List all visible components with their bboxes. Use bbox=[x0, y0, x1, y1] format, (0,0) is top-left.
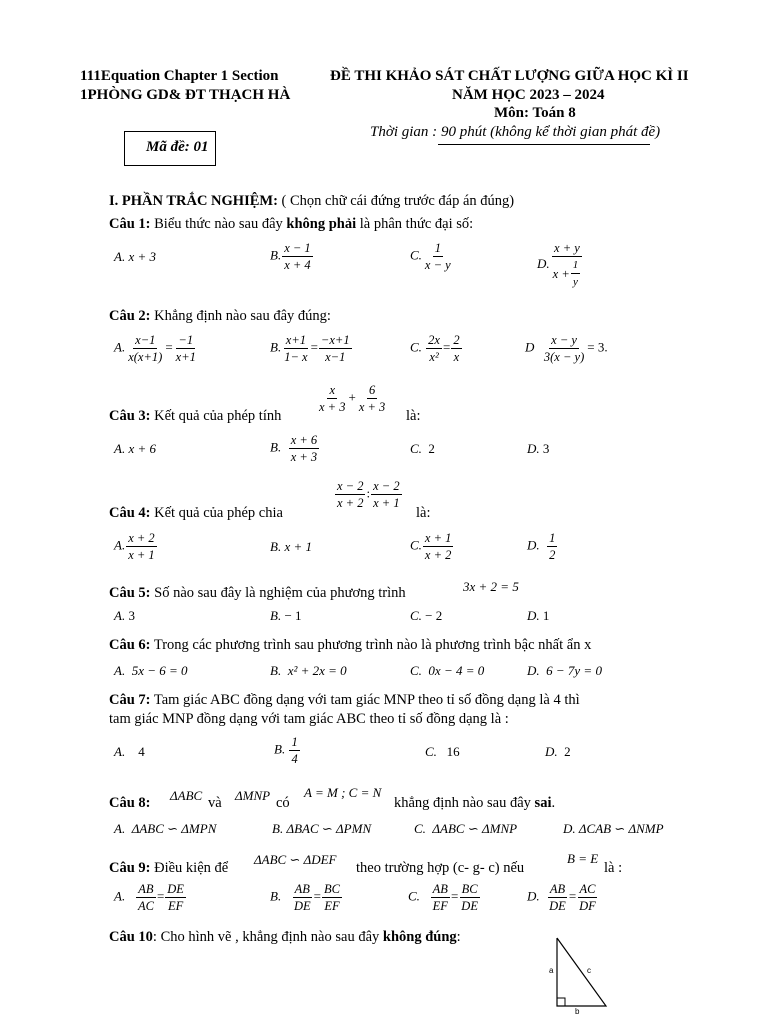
q1-option-a: A. x + 3 bbox=[114, 249, 156, 264]
q2-option-a: A. $\frac{x-1}{x(x+1)}$ = $\frac{-1}{x+1}$ bbox=[114, 333, 196, 364]
q3-expression: $\frac{x}{x + 3}$ + $\frac{6}{x + 3}$ bbox=[319, 383, 386, 414]
q3-option-d: D. 3 bbox=[527, 441, 550, 456]
q9-mid: theo trường hợp (c- g- c) nếu bbox=[356, 860, 525, 876]
q2-option-b: B. $\frac{x+1}{1- x}$ = $\frac{-x+1}{x-1}$ bbox=[270, 333, 350, 364]
section-title: I. PHẦN TRẮC NGHIỆM: ( Chọn chữ cái đứng trước đáp án đúng) bbox=[109, 193, 515, 209]
q4-expression: $\frac{x - 2}{x + 2}$ : $\frac{x - 2}{x + 1}$ bbox=[337, 479, 400, 510]
subject: Môn: Toán 8 bbox=[494, 105, 576, 121]
q10-stem: Câu 10: Cho hình vẽ , khẳng định nào sau đây không đúng: bbox=[109, 929, 461, 945]
q9-stem: Câu 9: Điều kiện để bbox=[109, 860, 229, 876]
q1-option-b: B. $\frac{x - 1}{x + 4}$ bbox=[270, 241, 311, 272]
time-line: Thời gian : 90 phút (không kể thời gian phát đề) bbox=[370, 124, 661, 140]
q5-equation: 3x + 2 = 5 bbox=[463, 579, 519, 594]
q9-condition: B = E bbox=[567, 851, 599, 866]
q5-option-a: A. 3 bbox=[114, 608, 135, 623]
q9-option-b: B. $\frac{AB}{DE}$ = $\frac{BC}{EF}$ bbox=[270, 882, 340, 913]
q6-option-a: A. 5x − 6 = 0 bbox=[114, 663, 188, 678]
q3-option-b: B. $\frac{x + 6}{x + 3}$ bbox=[270, 433, 318, 464]
q5-option-d: D. 1 bbox=[527, 608, 550, 623]
exam-code: Mã đề: 01 bbox=[146, 139, 209, 155]
q3-option-c: C. 2 bbox=[410, 441, 435, 456]
q6-stem: Câu 6: Trong các phương trình sau phương trình nào là phương trình bậc nhất ẩn x bbox=[109, 637, 592, 653]
q3-tail: là: bbox=[406, 408, 421, 424]
q8-label: Câu 8: bbox=[109, 795, 151, 811]
exam-title: ĐỀ THI KHẢO SÁT CHẤT LƯỢNG GIỮA HỌC KÌ II bbox=[330, 68, 689, 84]
q1-option-c: C. $\frac{1}{x - y}$ bbox=[410, 241, 451, 272]
side-c-label: c bbox=[587, 966, 591, 975]
q5-stem: Câu 5: Số nào sau đây là nghiệm của phương trình bbox=[109, 585, 406, 601]
q4-option-d: D. $\frac{1}{2}$ bbox=[527, 531, 556, 562]
q9-option-c: C. $\frac{AB}{EF}$ = $\frac{BC}{DE}$ bbox=[408, 882, 478, 913]
q1-option-d: D. x + y x + $\frac{1}{y}$ bbox=[537, 241, 580, 288]
q4-option-a: A. $\frac{x + 2}{x + 1}$ bbox=[114, 531, 155, 562]
q2-stem: Câu 2: Khẳng định nào sau đây đúng: bbox=[109, 308, 331, 324]
q1-stem: Câu 1: Biểu thức nào sau đây không phải là phân thức đại số: bbox=[109, 216, 474, 232]
q4-stem: Câu 4: Kết quả của phép chia bbox=[109, 505, 283, 521]
q8-and: và bbox=[208, 795, 222, 811]
q2-option-c: C. $\frac{2x}{\text{x²}}$ = $\frac{2}{x}$ bbox=[410, 333, 460, 364]
q8-option-b: B. ΔBAC ∽ ΔPMN bbox=[272, 821, 372, 836]
q2-option-d: D $\frac{x - y}{3(x - y)}$ = 3. bbox=[525, 333, 608, 364]
header-left-line2: 1PHÒNG GD& ĐT THẠCH HÀ bbox=[80, 87, 291, 103]
q8-triangle-abc: ΔABC bbox=[170, 788, 203, 803]
q8-option-d: D. ΔCAB ∽ ΔNMP bbox=[563, 821, 664, 836]
q7-option-d: D. 2 bbox=[545, 744, 571, 759]
side-a-label: a bbox=[549, 966, 554, 975]
q4-option-c: C. $\frac{x + 1}{x + 2}$ bbox=[410, 531, 452, 562]
q8-triangle-mnp: ΔMNP bbox=[235, 788, 271, 803]
header-left-line1: 111Equation Chapter 1 Section bbox=[80, 68, 279, 84]
side-b-label: b bbox=[575, 1007, 580, 1016]
q7-option-a: A. 4 bbox=[114, 744, 145, 759]
q3-option-a: A. x + 6 bbox=[114, 441, 156, 456]
q7-option-b: B. $\frac{1}{4}$ bbox=[274, 735, 298, 766]
q3-stem: Câu 3: Kết quả của phép tính bbox=[109, 408, 282, 424]
q6-option-d: D. 6 − 7y = 0 bbox=[527, 663, 602, 678]
q9-option-a: A. $\frac{AB}{AC}$ = $\frac{DE}{EF}$ bbox=[114, 882, 184, 913]
q8-option-a: A. ΔABC ∽ ΔMPN bbox=[114, 821, 217, 836]
q8-have: có bbox=[276, 795, 290, 811]
q9-similarity: ΔABC ∽ ΔDEF bbox=[254, 852, 337, 867]
triangle-shape bbox=[557, 938, 606, 1006]
school-year: NĂM HỌC 2023 – 2024 bbox=[452, 87, 605, 103]
q8-tail: khẳng định nào sau đây sai. bbox=[394, 795, 556, 811]
q4-option-b: B. x + 1 bbox=[270, 539, 312, 554]
q5-option-c: C. − 2 bbox=[410, 608, 443, 623]
q6-option-b: B. x² + 2x = 0 bbox=[270, 663, 347, 678]
right-triangle-figure bbox=[540, 934, 620, 1016]
q4-tail: là: bbox=[416, 505, 431, 521]
q7-stem-line2: tam giác MNP đồng dạng với tam giác ABC theo tỉ số đồng dạng là : bbox=[109, 711, 509, 727]
q7-stem-line1: Câu 7: Tam giác ABC đồng dạng với tam giác MNP theo tỉ số đồng dạng là 4 thì bbox=[109, 692, 580, 708]
right-angle-mark bbox=[557, 998, 565, 1006]
q8-conditions: A = M ; C = N bbox=[304, 785, 382, 800]
q5-option-b: B. − 1 bbox=[270, 608, 302, 623]
q9-option-d: D. $\frac{AB}{DE}$ = $\frac{AC}{DF}$ bbox=[527, 882, 596, 913]
q9-tail: là : bbox=[604, 860, 623, 876]
q6-option-c: C. 0x − 4 = 0 bbox=[410, 663, 485, 678]
q7-option-c: C. 16 bbox=[425, 744, 460, 759]
time-underline bbox=[438, 144, 650, 145]
q8-option-c: C. ΔABC ∽ ΔMNP bbox=[414, 821, 518, 836]
